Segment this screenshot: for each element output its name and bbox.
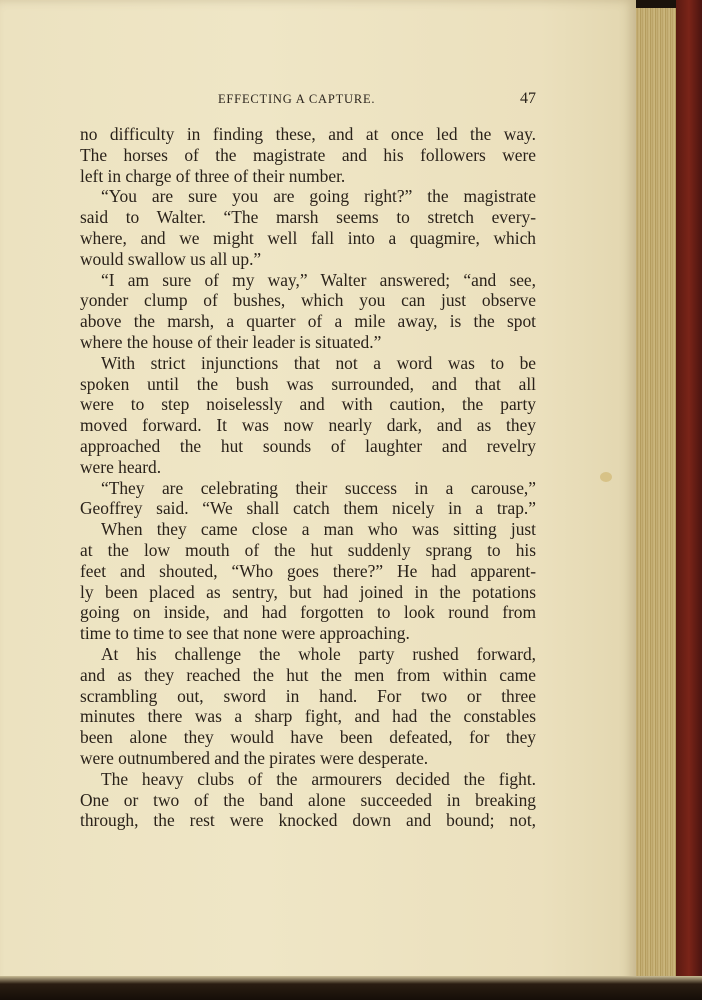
- text-line: feet and shouted, “Who goes there?” He had apparent-: [80, 560, 536, 581]
- text-line: through, the rest were knocked down and bound; not,: [80, 810, 536, 831]
- text-line: The horses of the magistrate and his followers were: [80, 144, 536, 165]
- text-line: no difficulty in finding these, and at once led the way.: [80, 124, 536, 144]
- text-line: would swallow us all up.”: [80, 248, 262, 269]
- page-header: [80, 90, 536, 114]
- text-line: where the house of their leader is situated.”: [80, 331, 382, 352]
- text-line: and as they reached the hut the men from within came: [80, 664, 536, 685]
- text-line: were outnumbered and the pirates were desperate.: [80, 747, 429, 768]
- page-number: 47: [520, 90, 536, 107]
- text-line: were to step noiselessly and with caution, the party: [80, 394, 536, 415]
- text-line: were heard.: [80, 456, 162, 477]
- text-line: “You are sure you are going right?” the magistrate: [101, 186, 536, 207]
- text-line: time to time to see that none were approaching.: [80, 623, 410, 644]
- text-line: At his challenge the whole party rushed forward,: [101, 643, 536, 664]
- text-line: going on inside, and had forgotten to look round from: [80, 602, 536, 623]
- text-line: One or two of the band alone succeeded in breaking: [80, 789, 536, 810]
- body-text: [80, 124, 536, 831]
- text-line: Geoffrey said. “We shall catch them nicely in a trap.”: [80, 498, 536, 519]
- text-line: where, and we might well fall into a quagmire, which: [80, 227, 536, 248]
- text-line: yonder clump of bushes, which you can just observe: [80, 290, 536, 311]
- text-line: at the low mouth of the hut suddenly sprang to his: [80, 539, 536, 560]
- bottom-shadow: [0, 976, 702, 1000]
- text-line: ly been placed as sentry, but had joined in the potations: [80, 581, 536, 602]
- text-line: above the marsh, a quarter of a mile away, is the spot: [80, 311, 536, 332]
- text-line: The heavy clubs of the armourers decided the fight.: [101, 768, 536, 789]
- text-line: “They are celebrating their success in a carouse,”: [101, 477, 536, 498]
- text-line: left in charge of three of their number.: [80, 165, 346, 186]
- book-cover-edge: [676, 0, 702, 1000]
- text-line: spoken until the bush was surrounded, and that all: [80, 373, 536, 394]
- text-line: approached the hut sounds of laughter and revelry: [80, 435, 536, 456]
- text-line: With strict injunctions that not a word was to be: [101, 352, 536, 373]
- running-head: EFFECTING A CAPTURE.: [218, 92, 376, 106]
- text-line: scrambling out, sword in hand. For two or three: [80, 685, 536, 706]
- text-line: minutes there was a sharp fight, and had the constables: [80, 706, 536, 727]
- paper-stain: [600, 472, 612, 482]
- text-line: said to Walter. “The marsh seems to stretch every-: [80, 207, 536, 228]
- text-line: When they came close a man who was sitting just: [101, 519, 536, 540]
- text-line: moved forward. It was now nearly dark, and as they: [80, 415, 536, 436]
- page-edges: [636, 8, 678, 976]
- text-line: been alone they would have been defeated, for they: [80, 727, 536, 748]
- text-line: “I am sure of my way,” Walter answered; “and see,: [101, 269, 536, 290]
